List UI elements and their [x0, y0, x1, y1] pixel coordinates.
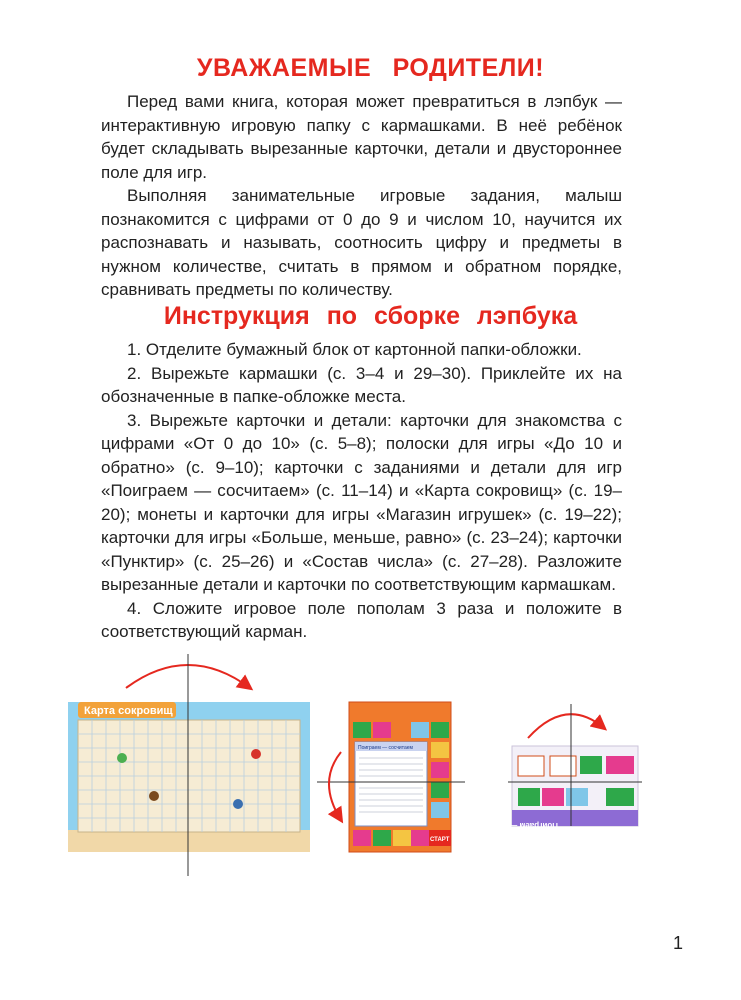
- page-number: 1: [672, 933, 683, 953]
- fold-arrow-icon: [528, 714, 604, 738]
- page-title: УВАЖАЕМЫЕ РОДИТЕЛИ!: [196, 54, 545, 82]
- mirrored-board-title: Поиграем — сосчитаем: [465, 821, 558, 830]
- instruction-step-2: 2. Вырежьте кармашки (с. 3–4 и 29–30). Приклейте их на обозначенные в папке-обложке места.: [101, 363, 622, 406]
- intro-paragraph-1: Перед вами книга, которая может превратиться в лэпбук — интерактивную игровую папку с кармашками. В неё ребёнок будет складывать вырезанные карточки, детали и двустороннее поле для игр.: [101, 92, 622, 182]
- intro-paragraph-2: Выполняя занимательные игровые задания, малыш познакомится с цифрами от 0 до 9 и числом 10, научится их распознавать и называть, соотносить цифру и предметы в нужном количестве, считать в прямом и обратном порядке, сравнивать предметы по количеству.: [101, 186, 622, 299]
- board-start-label: СТАРТ: [430, 837, 450, 843]
- ship-icon: [117, 753, 127, 763]
- ship-icon: [251, 749, 261, 759]
- ship-icon: [233, 799, 243, 809]
- game-board-figure: [315, 690, 475, 870]
- instructions-list: [101, 338, 622, 644]
- folded-board-figure: [465, 700, 643, 830]
- instruction-step-1: 1. Отделите бумажный блок от картонной папки-обложки.: [127, 340, 582, 359]
- instruction-step-3: 3. Вырежьте карточки и детали: карточки для знакомства с цифрами «От 0 до 10» (с. 5–8); полоски для игры «До 10 и обратно» (с. 9–10); карточки с заданиями и детали для игр «Поиграем — сосчитаем» (с. 11–14) и «Карта сокровищ» (с. 19–20); монеты и карточки для игры «Магазин игрушек» (с. 19–22); карточки для игры «Больше, меньше, равно» (с. 23–24); карточки «Пунктир» (с. 25–26) и «Состав числа» (с. 27–28). Разложите вырезанные детали и карточки по соответствующим кармашкам.: [101, 410, 622, 594]
- intro-text: [101, 90, 622, 302]
- instruction-step-4: 4. Сложите игровое поле пополам 3 раза и положите в соответствующий карман.: [101, 598, 622, 641]
- board-panel-title: Поиграем — сосчитаем: [358, 745, 413, 751]
- fold-arrow-icon: [329, 752, 341, 820]
- map-title: Карта сокровищ: [84, 705, 173, 717]
- treasure-map-figure: [64, 650, 314, 880]
- instructions-title: Инструкция по сборке лэпбука: [163, 302, 578, 330]
- ship-icon: [149, 791, 159, 801]
